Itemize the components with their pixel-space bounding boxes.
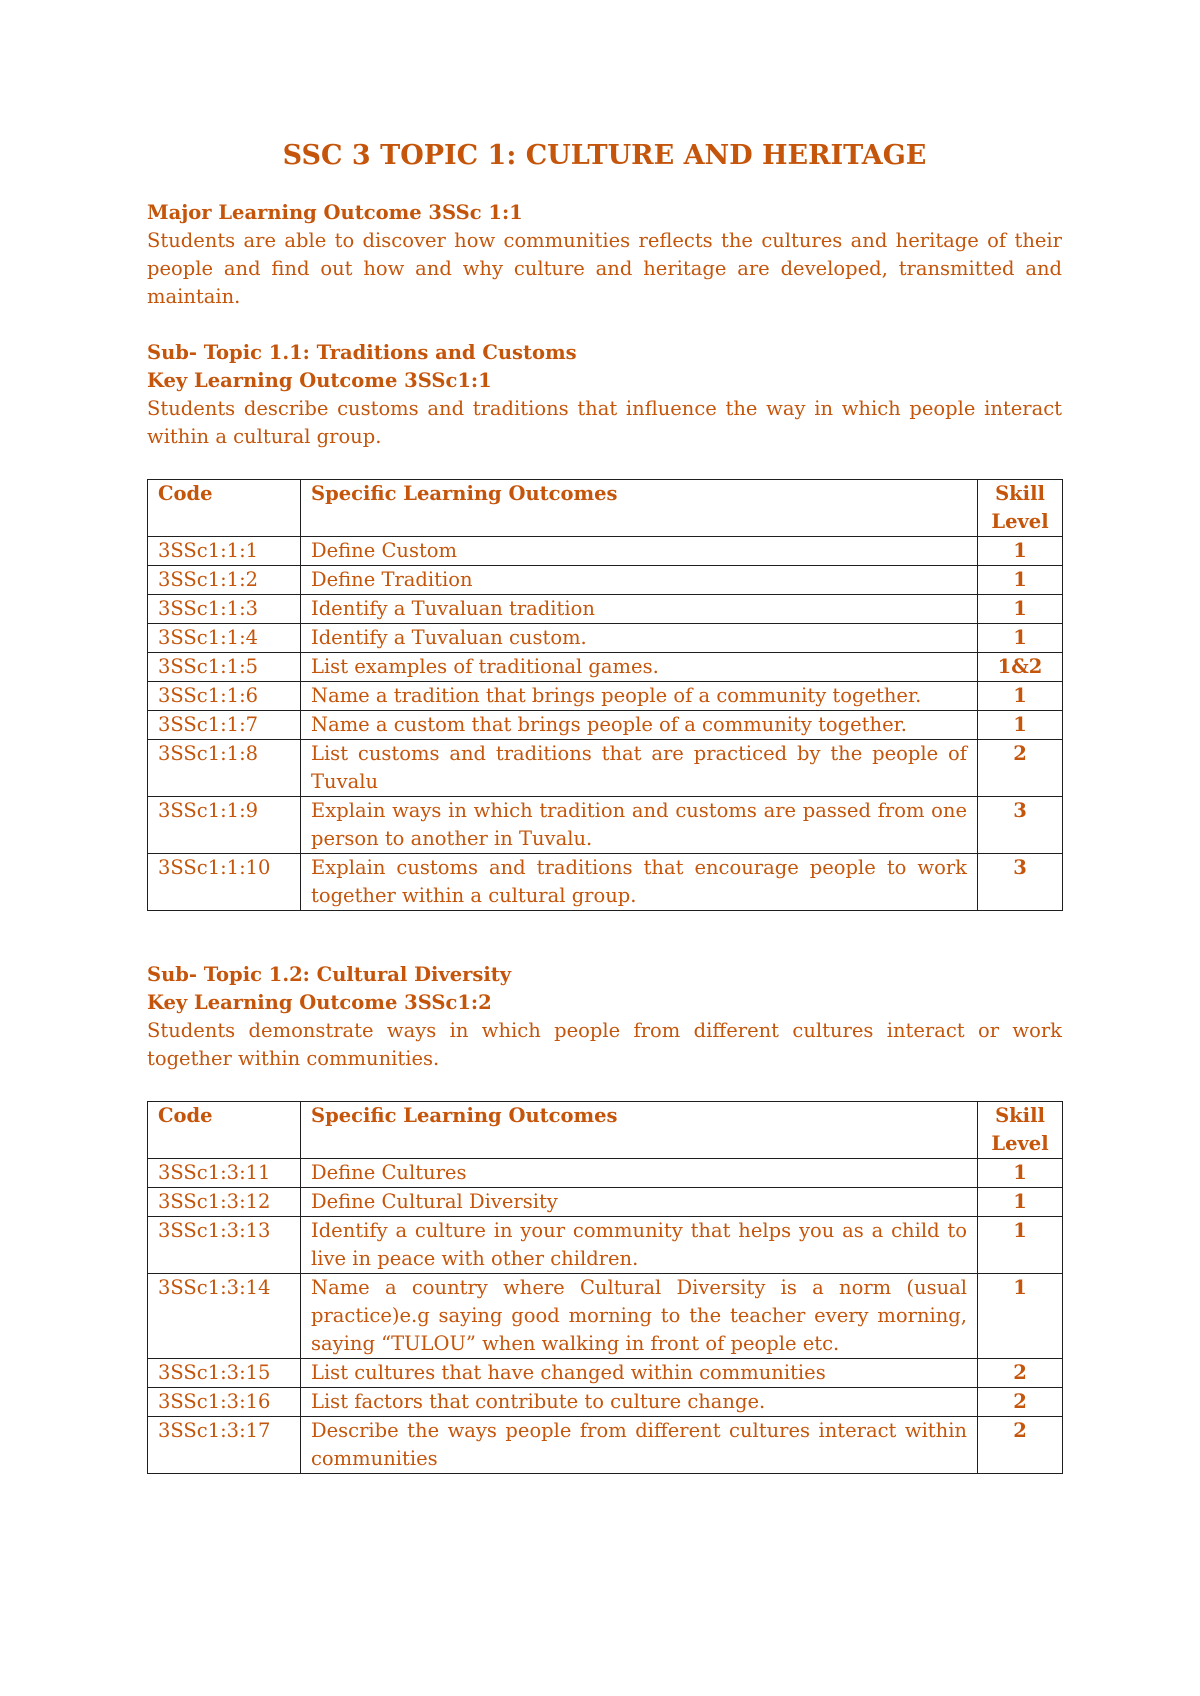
table-row	[148, 1274, 1063, 1359]
table-row	[148, 1359, 1063, 1388]
skill-level-cell: 2	[978, 1388, 1063, 1417]
table-row	[148, 624, 1063, 653]
code-cell: 3SSc1:1:10	[148, 854, 301, 911]
subtopic-heading: Sub- Topic 1.2: Cultural Diversity	[147, 963, 512, 986]
table-row	[148, 682, 1063, 711]
major-outcome-text: Students are able to discover how communities reflects the cultures and heritage of their people and find out how and why culture and heritage are developed, transmitted and maintain.	[147, 229, 1062, 308]
table-row	[148, 566, 1063, 595]
key-outcome-heading: Key Learning Outcome 3SSc1:2	[147, 991, 492, 1014]
outcome-cell: Explain ways in which tradition and customs are passed from one person to another in Tuvalu.	[301, 797, 978, 854]
skill-level-cell: 1	[978, 537, 1063, 566]
outcome-cell: List cultures that have changed within communities	[301, 1359, 978, 1388]
code-cell: 3SSc1:3:12	[148, 1188, 301, 1217]
outcome-cell: Name a country where Cultural Diversity is a norm (usual practice)e.g saying good morning to the teacher every morning, saying “TULOU” when walking in front of people etc.	[301, 1274, 978, 1359]
table-row	[148, 1159, 1063, 1188]
table-header-row	[148, 1102, 1063, 1159]
skill-level-cell: 2	[978, 1417, 1063, 1474]
key-outcome-text: Students describe customs and traditions that influence the way in which people interact within a cultural group.	[147, 397, 1062, 448]
skill-level-cell: 1	[978, 682, 1063, 711]
skill-level-cell: 1	[978, 566, 1063, 595]
code-cell: 3SSc1:1:4	[148, 624, 301, 653]
key-outcome-heading: Key Learning Outcome 3SSc1:1	[147, 369, 492, 392]
table-row	[148, 797, 1063, 854]
code-cell: 3SSc1:1:1	[148, 537, 301, 566]
outcome-cell: Identify a Tuvaluan tradition	[301, 595, 978, 624]
outcome-cell: Identify a culture in your community that helps you as a child to live in peace with other children.	[301, 1217, 978, 1274]
skill-level-cell: 3	[978, 797, 1063, 854]
code-cell: 3SSc1:3:16	[148, 1388, 301, 1417]
outcome-cell: Define Cultural Diversity	[301, 1188, 978, 1217]
column-header-outcomes: Specific Learning Outcomes	[301, 1102, 978, 1159]
outcome-cell: List examples of traditional games.	[301, 653, 978, 682]
column-header-code: Code	[148, 480, 301, 537]
code-cell: 3SSc1:1:6	[148, 682, 301, 711]
outcomes-table-1	[147, 479, 1063, 911]
code-cell: 3SSc1:1:5	[148, 653, 301, 682]
column-header-skill-level: Skill Level	[978, 1102, 1063, 1159]
table-row	[148, 740, 1063, 797]
table-row	[148, 653, 1063, 682]
table-row	[148, 595, 1063, 624]
outcome-cell: Define Tradition	[301, 566, 978, 595]
column-header-code: Code	[148, 1102, 301, 1159]
outcome-cell: Define Custom	[301, 537, 978, 566]
skill-level-cell: 3	[978, 854, 1063, 911]
code-cell: 3SSc1:3:14	[148, 1274, 301, 1359]
code-cell: 3SSc1:1:9	[148, 797, 301, 854]
table-row	[148, 1417, 1063, 1474]
outcome-cell: Explain customs and traditions that encourage people to work together within a cultural group.	[301, 854, 978, 911]
skill-level-cell: 1	[978, 1274, 1063, 1359]
skill-level-cell: 1	[978, 624, 1063, 653]
table-row	[148, 1217, 1063, 1274]
code-cell: 3SSc1:1:8	[148, 740, 301, 797]
subtopic-heading: Sub- Topic 1.1: Traditions and Customs	[147, 341, 577, 364]
outcome-cell: Name a tradition that brings people of a community together.	[301, 682, 978, 711]
table-row	[148, 1388, 1063, 1417]
outcome-cell: List factors that contribute to culture change.	[301, 1388, 978, 1417]
skill-level-cell: 1	[978, 1159, 1063, 1188]
code-cell: 3SSc1:3:13	[148, 1217, 301, 1274]
table-row	[148, 711, 1063, 740]
column-header-outcomes: Specific Learning Outcomes	[301, 480, 978, 537]
major-outcome-heading: Major Learning Outcome 3SSc 1:1	[147, 201, 523, 224]
code-cell: 3SSc1:3:11	[148, 1159, 301, 1188]
key-outcome-text: Students demonstrate ways in which people from different cultures interact or work together within communities.	[147, 1019, 1062, 1070]
skill-level-cell: 2	[978, 1359, 1063, 1388]
skill-level-cell: 1	[978, 711, 1063, 740]
table-header-row	[148, 480, 1063, 537]
outcome-cell: Identify a Tuvaluan custom.	[301, 624, 978, 653]
document-page	[147, 140, 1062, 1474]
skill-level-cell: 1	[978, 1188, 1063, 1217]
table-row	[148, 1188, 1063, 1217]
code-cell: 3SSc1:1:3	[148, 595, 301, 624]
skill-level-cell: 1&2	[978, 653, 1063, 682]
code-cell: 3SSc1:1:2	[148, 566, 301, 595]
code-cell: 3SSc1:1:7	[148, 711, 301, 740]
outcome-cell: Define Cultures	[301, 1159, 978, 1188]
outcome-cell: Describe the ways people from different cultures interact within communities	[301, 1417, 978, 1474]
skill-level-cell: 2	[978, 740, 1063, 797]
code-cell: 3SSc1:3:17	[148, 1417, 301, 1474]
table-row	[148, 854, 1063, 911]
skill-level-cell: 1	[978, 595, 1063, 624]
column-header-skill-level: Skill Level	[978, 480, 1063, 537]
table-row	[148, 537, 1063, 566]
outcome-cell: Name a custom that brings people of a community together.	[301, 711, 978, 740]
code-cell: 3SSc1:3:15	[148, 1359, 301, 1388]
page-title: SSC 3 TOPIC 1: CULTURE AND HERITAGE	[282, 140, 927, 171]
skill-level-cell: 1	[978, 1217, 1063, 1274]
outcomes-table-2	[147, 1101, 1063, 1474]
outcome-cell: List customs and traditions that are practiced by the people of Tuvalu	[301, 740, 978, 797]
